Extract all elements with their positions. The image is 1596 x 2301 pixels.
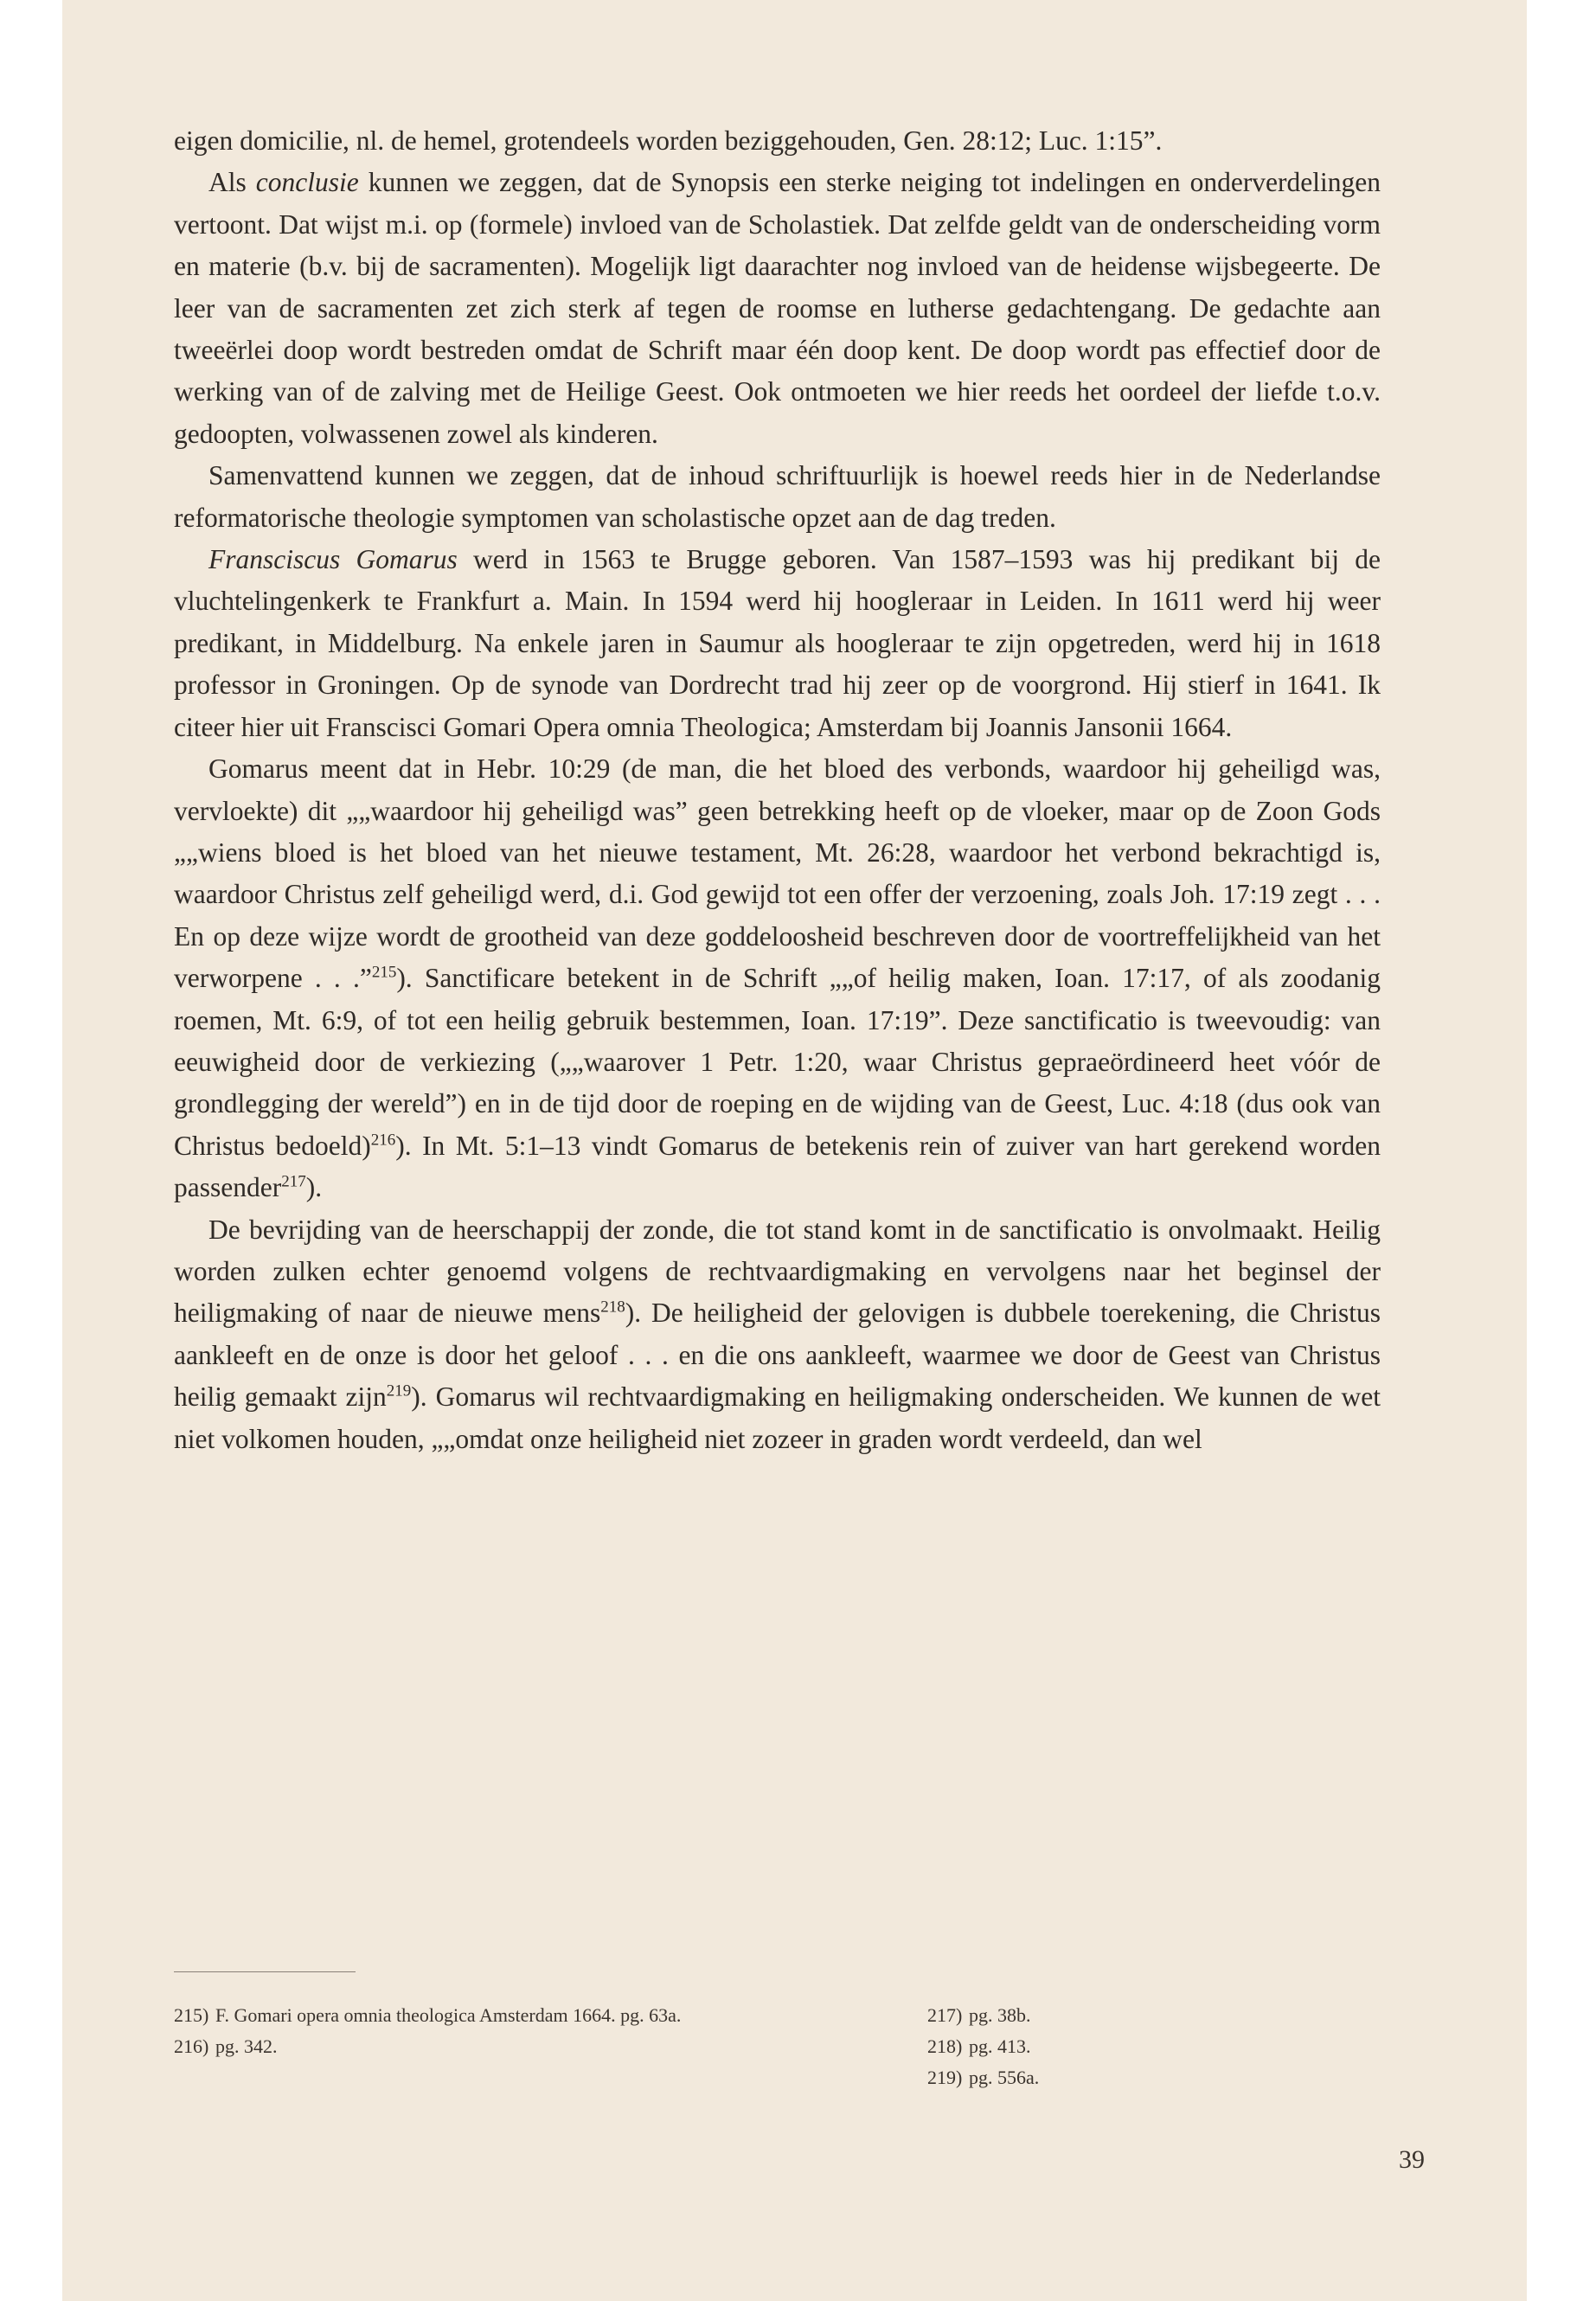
footnote-ref-216: 216	[370, 1131, 396, 1150]
footnote-ref-218: 218	[600, 1298, 625, 1317]
footnote: 215) F. Gomari opera omnia theologica Amsterdam 1664. pg. 63a.	[174, 2004, 682, 2026]
footnote: 218) pg. 413.	[927, 2035, 1031, 2057]
footnotes-left	[174, 2000, 710, 2062]
page-number: 39	[1399, 2145, 1425, 2174]
footnote: 217) pg. 38b.	[927, 2004, 1031, 2026]
emphasis-gomarus: Fransciscus Gomarus	[208, 544, 458, 575]
footnote-ref-215: 215	[371, 963, 397, 982]
paragraph-gomarus-bio: Fransciscus Gomarus werd in 1563 te Brugge geboren. Van 1587–1593 was hij predikant bij de vluchtelingenkerk te Frankfurt a. Main. In 1594 werd hij hoogleraar in Leiden. In 1611 werd hij weer predikant, in Middelburg. Na enkele jaren in Saumur als hoogleraar te zijn opgetreden, werd hij in 1618 professor in Groningen. Op de synode van Dordrecht trad hij zeer op de voorgrond. Hij stierf in 1641. Ik citeer hier uit Franscisci Gomari Opera omnia Theologica; Amsterdam bij Joannis Jansonii 1664.	[174, 544, 1381, 742]
footnote-ref-217: 217	[281, 1172, 306, 1191]
paragraph-conclusion: Als conclusie kunnen we zeggen, dat de Synopsis een sterke neiging tot indelingen en onderverdelingen vertoont. Dat wijst m.i. op (formele) invloed van de Scholastiek. Dat zelfde geldt van de onderscheiding vorm en materie (b.v. bij de sacramenten). Mogelijk ligt daarachter nog invloed van de heidense wijsbegeerte. De leer van de sacramenten zet zich sterk af tegen de roomse en lutherse gedachtengang. De gedachte aan tweeërlei doop wordt bestreden omdat de Schrift maar één doop kent. De doop wordt pas effectief door de werking van of de zalving met de Heilige Geest. Ook ontmoeten we hier reeds het oordeel der liefde t.o.v. gedoopten, volwassenen zowel als kinderen.	[174, 167, 1381, 449]
paragraph-1: eigen domicilie, nl. de hemel, grotendeels worden beziggehouden, Gen. 28:12; Luc. 1:15”.	[174, 125, 1163, 156]
footnote: 219) pg. 556a.	[927, 2067, 1040, 2088]
paragraph-hebr: Gomarus meent dat in Hebr. 10:29 (de man, die het bloed des verbonds, waardoor hij geheiligd was, vervloekte) dit „„waardoor hij geheiligd was” geen betrekking heeft op de vloeker, maar op de Zoon Gods „„wiens bloed is het bloed van het nieuwe testament, Mt. 26:28, waardoor het verbond bekrachtigd is, waardoor Christus zelf geheiligd werd, d.i. God gewijd tot een offer der verzoening, zoals Joh. 17:19 zegt . . . En op deze wijze wordt de grootheid van deze goddeloosheid beschreven door de voortreffelijkheid van het verworpene . . .”$^{215}$). Sanctificare betekent in de Schrift „„of heilig maken, Ioan. 17:17, of als zoodanig roemen, Mt. 6:9, of tot een heilig gebruik bestemmen, Ioan. 17:19”. Deze sanctificatio is tweevoudig: van eeuwigheid door de verkiezing („„waarover 1 Petr. 1:20, waar Christus gepraeördineerd heet vóór de grondlegging der wereld”) en in de tijd door de roeping en de wijding van de Geest, Luc. 4:18 (dus ook van Christus bedoeld)$^{216}$). In Mt. 5:1–13 vindt Gomarus de betekenis rein of zuiver van hart gerekend worden passender$^{217}$).	[174, 753, 1381, 1203]
emphasis-conclusie: conclusie	[255, 167, 359, 198]
footnote-ref-219: 219	[386, 1381, 412, 1400]
paragraph-sanctification: De bevrijding van de heerschappij der zonde, die tot stand komt in de sanctificatio is onvolmaakt. Heilig worden zulken echter genoemd volgens de rechtvaardigmaking en vervolgens naar het beginsel der heiligmaking of naar de nieuwe mens$^{218}$). De heiligheid der gelovigen is dubbele toerekening, die Christus aankleeft en de onze is door het geloof . . . en die ons aankleeft, waarmee we door de Geest van Christus heilig gemaakt zijn$^{219}$). Gomarus wil rechtvaardigmaking en heiligmaking onderscheiden. We kunnen de wet niet volkomen houden, „„omdat onze heiligheid niet zozeer in graden wordt verdeeld, dan wel	[174, 1214, 1381, 1454]
paragraph-summary: Samenvattend kunnen we zeggen, dat de inhoud schriftuurlijk is hoewel reeds hier in de Nederlandse reformatorische theologie symptomen van scholastische opzet aan de dag treden.	[174, 460, 1381, 533]
footnote-divider	[174, 1971, 356, 1972]
footnotes-right	[927, 2000, 1291, 2093]
footnote: 216) pg. 342.	[174, 2035, 278, 2057]
body-text	[174, 120, 1381, 1460]
book-page	[62, 0, 1527, 2301]
